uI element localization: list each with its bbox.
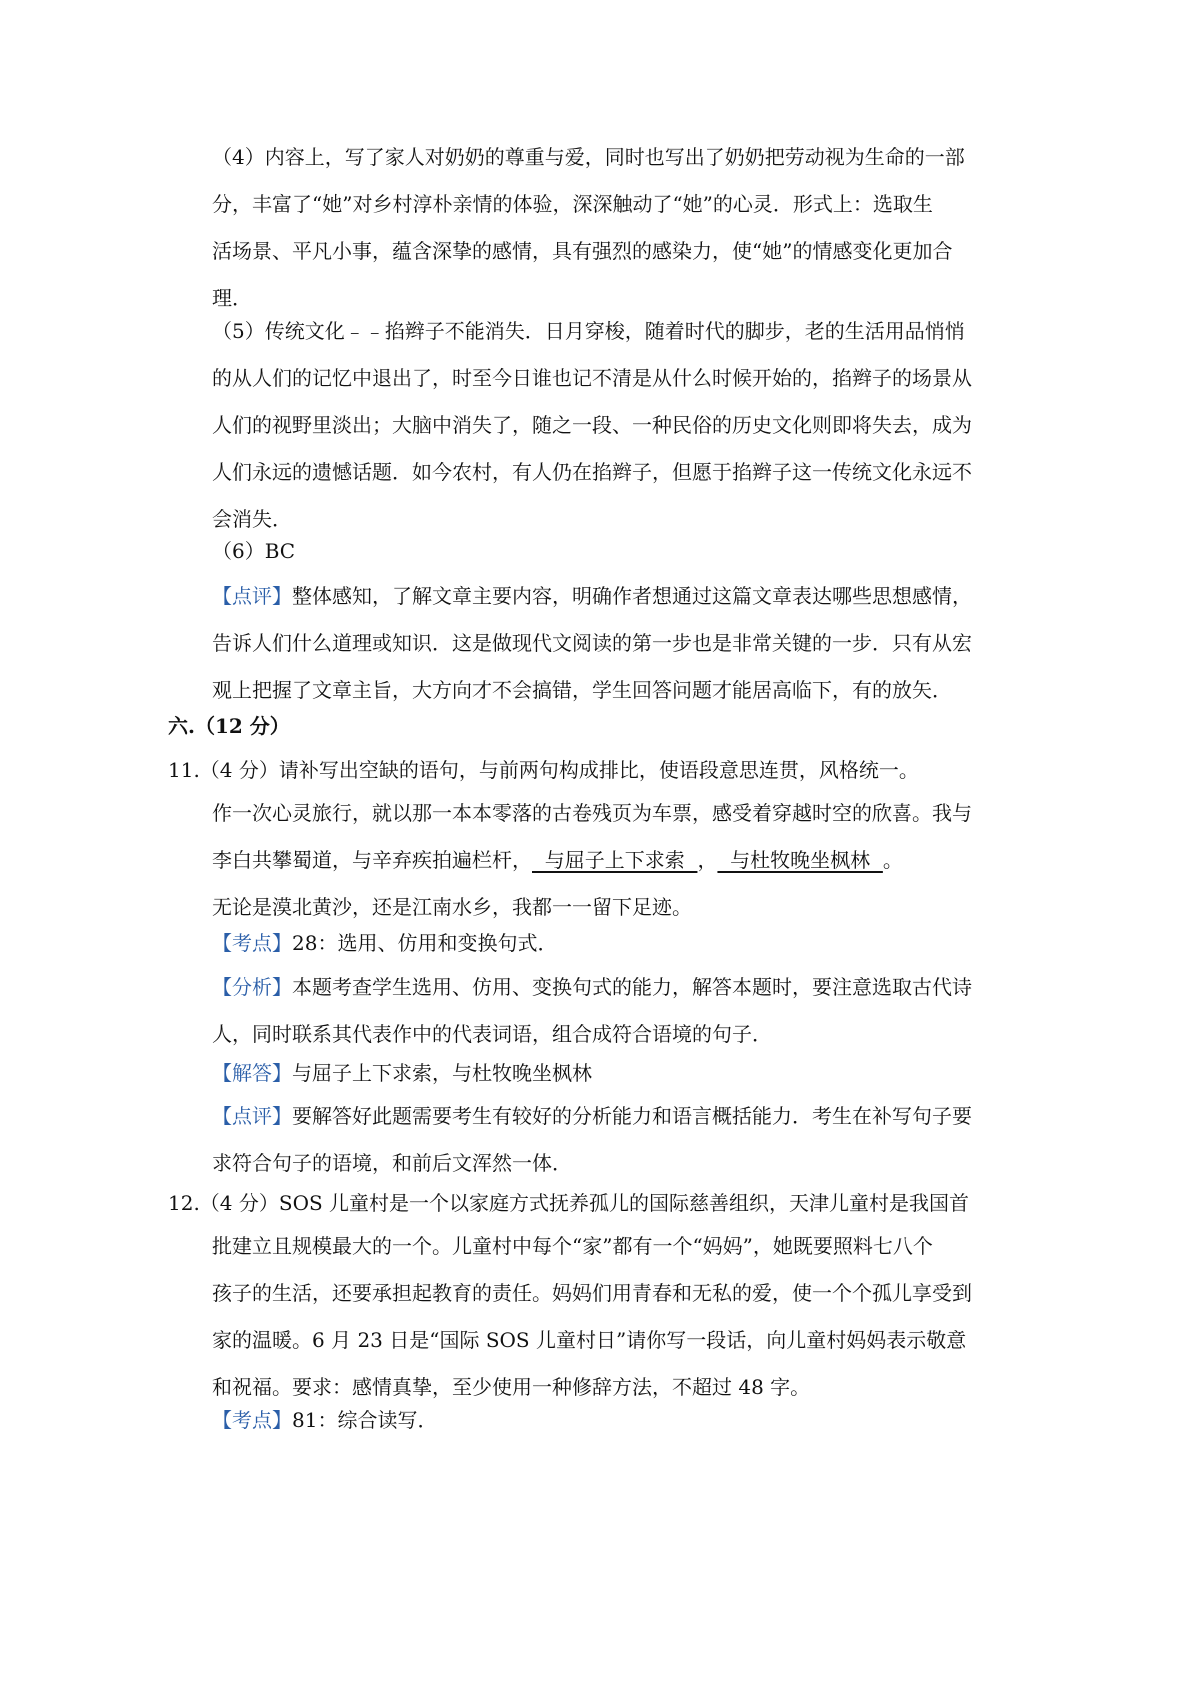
review-text: 整体感知，了解文章主要内容，明确作者想通过这篇文章表达哪些思想感情， [292,584,972,608]
question-11-body [212,790,1032,931]
text-span: ， [697,848,718,872]
text-line: 孩子的生活，还要承担起教育的责任。妈妈们用青春和无私的爱，使一个个孤儿享受到 [212,1281,972,1305]
fenxi-text: 本题考查学生选用、仿用、变换句式的能力，解答本题时，要注意选取古代诗 [292,975,972,999]
fill-blank-1: 与屈子上下求索 [532,848,698,872]
section-heading [168,703,1032,750]
fenxi-tag: 【分析】 [212,975,292,999]
text-line: （4）内容上，写了家人对奶奶的尊重与爱，同时也写出了奶奶把劳动视为生命的一部 [212,145,965,169]
review-block [212,573,1032,714]
text-line: 求符合句子的语境，和前后文浑然一体． [212,1151,572,1175]
question-12-body [212,1223,1032,1411]
text-line: （6）BC [212,539,296,563]
text-line: 分，丰富了“她”对乡村淳朴亲情的体验，深深触动了“她”的心灵．形式上：选取生 [212,192,933,216]
text-line: （5）传统文化﹣﹣掐辫子不能消失．日月穿梭，随着时代的脚步，老的生活用品悄悄 [212,319,965,343]
question-11-jieda [212,1050,1032,1097]
kaodian-line [212,1397,1032,1444]
text-line [212,573,1032,620]
jieda-line [212,1050,1032,1097]
question-11-analysis [212,920,1032,967]
question-11-stem [168,747,1032,794]
text-line: 的从人们的记忆中退出了，时至今日谁也记不清是从什么时候开始的，掐辫子的场景从 [212,366,972,390]
text-line: 人，同时联系其代表作中的代表词语，组合成符合语境的句子． [212,1022,772,1046]
text-line: 人们永远的遗憾话题．如今农村，有人仍在掐辫子，但愿于掐辫子这一传统文化永远不 [212,460,972,484]
text-line: 无论是漠北黄沙，还是江南水乡，我都一一留下足迹。 [212,895,692,919]
text-line: 理． [212,286,252,310]
kaodian-text: 81：综合读写． [292,1408,438,1432]
question-12-kaodian [212,1397,1032,1444]
jieda-text: 与屈子上下求索，与杜牧晚坐枫林 [292,1061,592,1085]
text-line: 观上把握了文章主旨，大方向才不会搞错，学生回答问题才能居高临下，有的放矢． [212,678,952,702]
question-12-stem [168,1180,1032,1227]
kaodian-text: 28：选用、仿用和变换句式． [292,931,558,955]
fenxi-line [212,964,1032,1011]
dianping-line [212,1093,1032,1140]
text-line: 会消失． [212,507,292,531]
dianping-tag: 【点评】 [212,1104,292,1128]
text-line: 作一次心灵旅行，就以那一本本零落的古卷残页为车票，感受着穿越时空的欣喜。我与 [212,801,972,825]
answer-part-5 [212,308,1032,543]
question-stem: 12.（4 分）SOS 儿童村是一个以家庭方式抚养孤儿的国际慈善组织，天津儿童村是我国首 [168,1191,970,1215]
text-line: 人们的视野里淡出；大脑中消失了，随之一段、一种民俗的历史文化则即将失去，成为 [212,413,972,437]
text-line: 活场景、平凡小事，蕴含深挚的感情，具有强烈的感染力，使“她”的情感变化更加合 [212,239,953,263]
question-11-fenxi [212,964,1032,1058]
review-tag: 【点评】 [212,584,292,608]
dianping-text: 要解答好此题需要考生有较好的分析能力和语言概括能力．考生在补写句子要 [292,1104,972,1128]
text-span: 。 [882,848,903,872]
jieda-tag: 【解答】 [212,1061,292,1085]
answer-part-6 [212,528,1032,575]
kaodian-line [212,920,1032,967]
text-line: 批建立且规模最大的一个。儿童村中每个“家”都有一个“妈妈”，她既要照料七八个 [212,1234,933,1258]
text-line: 告诉人们什么道理或知识．这是做现代文阅读的第一步也是非常关键的一步．只有从宏 [212,631,972,655]
text-span: 李白共攀蜀道，与辛弃疾拍遍栏杆， [212,848,532,872]
text-line: 家的温暖。6 月 23 日是“国际 SOS 儿童村日”请你写一段话，向儿童村妈妈表示敬意 [212,1328,967,1352]
fill-blank-2: 与杜牧晚坐枫林 [717,848,883,872]
text-line [212,837,1032,884]
question-stem: 11.（4 分）请补写出空缺的语句，与前两句构成排比，使语段意思连贯，风格统一。 [168,758,919,782]
kaodian-tag: 【考点】 [212,931,292,955]
answer-part-4 [212,134,1032,322]
question-11-dianping [212,1093,1032,1187]
section-title: 六.（12 分） [168,714,290,738]
kaodian-tag: 【考点】 [212,1408,292,1432]
text-line: 和祝福。要求：感情真挚，至少使用一种修辞方法，不超过 48 字。 [212,1375,811,1399]
